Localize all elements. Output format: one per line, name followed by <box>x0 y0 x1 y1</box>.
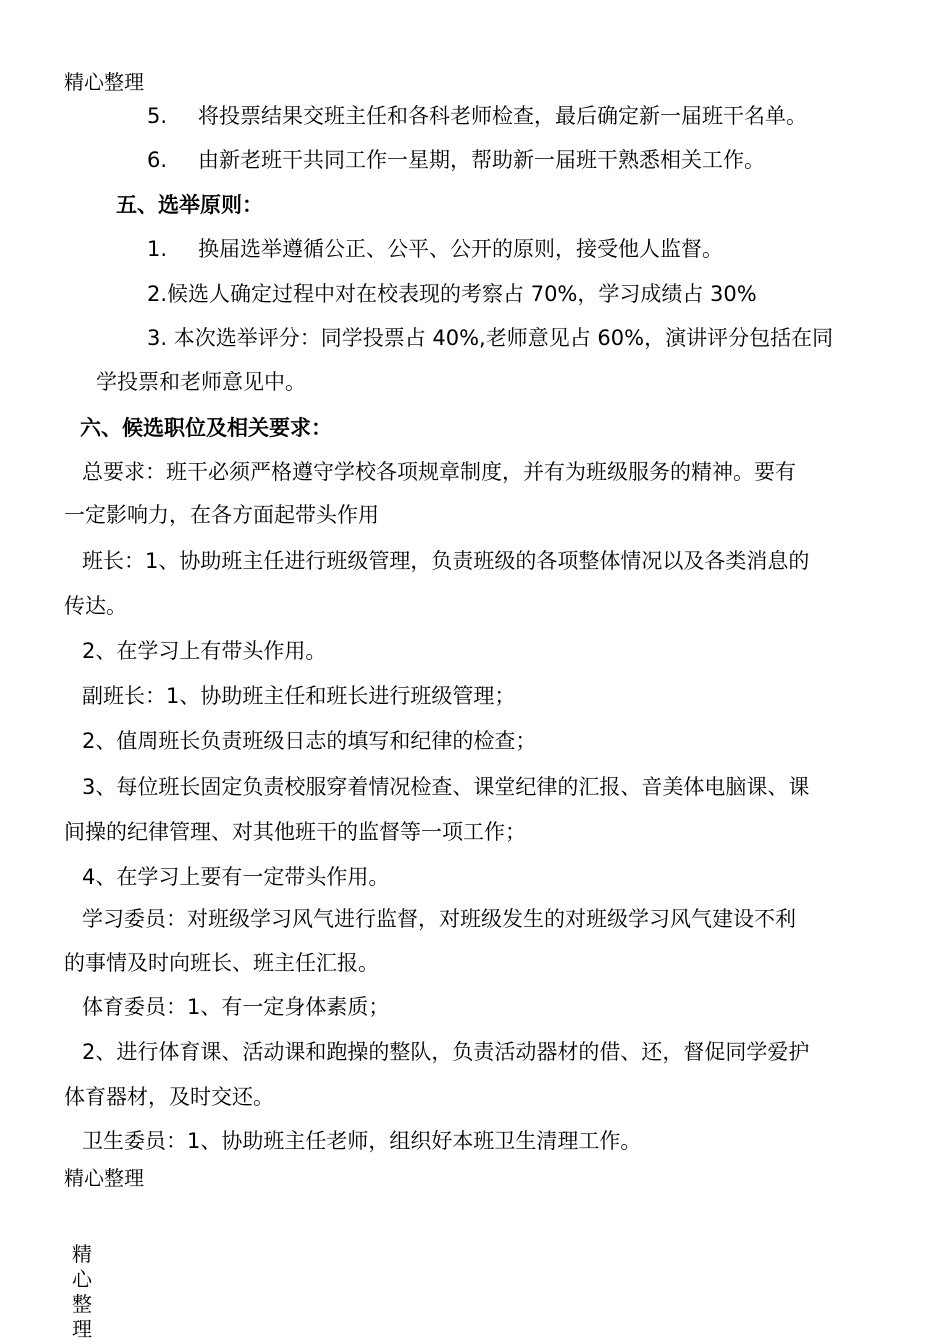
monitor-duty-1-line-2: 传达。 <box>64 594 127 618</box>
study-committee-line-2: 的事情及时向班长、班主任汇报。 <box>64 951 379 975</box>
page-header: 精心整理 <box>64 70 144 94</box>
step-5-text: 将投票结果交班主任和各科老师检查，最后确定新一届班干名单。 <box>198 104 807 128</box>
principle-1-number: 1. <box>147 237 168 261</box>
principle-1-text: 换届选举遵循公正、公平、公开的原则，接受他人监督。 <box>198 237 723 261</box>
vice-monitor-duty-2: 2、值周班长负责班级日志的填写和纪律的检查； <box>82 729 537 753</box>
principle-3-line-1: 3. 本次选举评分：同学投票占 40%,老师意见占 60%，演讲评分包括在同 <box>147 326 834 350</box>
vice-monitor-duty-1: 副班长：1、协助班主任和班长进行班级管理； <box>82 684 516 708</box>
study-committee-line-1: 学习委员：对班级学习风气进行监督，对班级发生的对班级学习风气建设不利 <box>82 907 796 931</box>
vertical-char: 心 <box>72 1267 92 1291</box>
section-5-title: 五、选举原则： <box>116 193 263 217</box>
general-requirement-line-1: 总要求：班干必须严格遵守学校各项规章制度，并有为班级服务的精神。要有 <box>82 460 796 484</box>
vice-monitor-duty-3-line-1: 3、每位班长固定负责校服穿着情况检查、课堂纪律的汇报、音美体电脑课、课 <box>82 775 810 799</box>
vertical-char: 精 <box>72 1242 92 1266</box>
vice-monitor-duty-3-line-2: 间操的纪律管理、对其他班干的监督等一项工作； <box>64 820 526 844</box>
vertical-watermark <box>70 1242 94 1342</box>
step-6-text: 由新老班干共同工作一星期，帮助新一届班干熟悉相关工作。 <box>198 148 765 172</box>
vertical-char: 整 <box>72 1292 92 1316</box>
page-footer: 精心整理 <box>64 1166 144 1190</box>
principle-2-text: 2.候选人确定过程中对在校表现的考察占 70%，学习成绩占 30% <box>147 282 757 306</box>
step-6-number: 6. <box>147 148 168 172</box>
vice-monitor-duty-4: 4、在学习上要有一定带头作用。 <box>82 865 390 889</box>
general-requirement-line-2: 一定影响力，在各方面起带头作用 <box>64 503 379 527</box>
sports-committee-duty-2-line-2: 体育器材，及时交还。 <box>64 1085 274 1109</box>
hygiene-committee-duty-1: 卫生委员：1、协助班主任老师，组织好本班卫生清理工作。 <box>82 1129 642 1153</box>
sports-committee-duty-1: 体育委员：1、有一定身体素质； <box>82 995 390 1019</box>
sports-committee-duty-2-line-1: 2、进行体育课、活动课和跑操的整队，负责活动器材的借、还，督促同学爱护 <box>82 1040 810 1064</box>
principle-3-line-2: 学投票和老师意见中。 <box>96 370 306 394</box>
section-6-title: 六、候选职位及相关要求： <box>80 416 332 440</box>
step-5-number: 5. <box>147 104 168 128</box>
monitor-duty-2: 2、在学习上有带头作用。 <box>82 639 327 663</box>
monitor-duty-1-line-1: 班长：1、协助班主任进行班级管理，负责班级的各项整体情况以及各类消息的 <box>82 549 810 573</box>
vertical-char: 理 <box>72 1317 92 1341</box>
